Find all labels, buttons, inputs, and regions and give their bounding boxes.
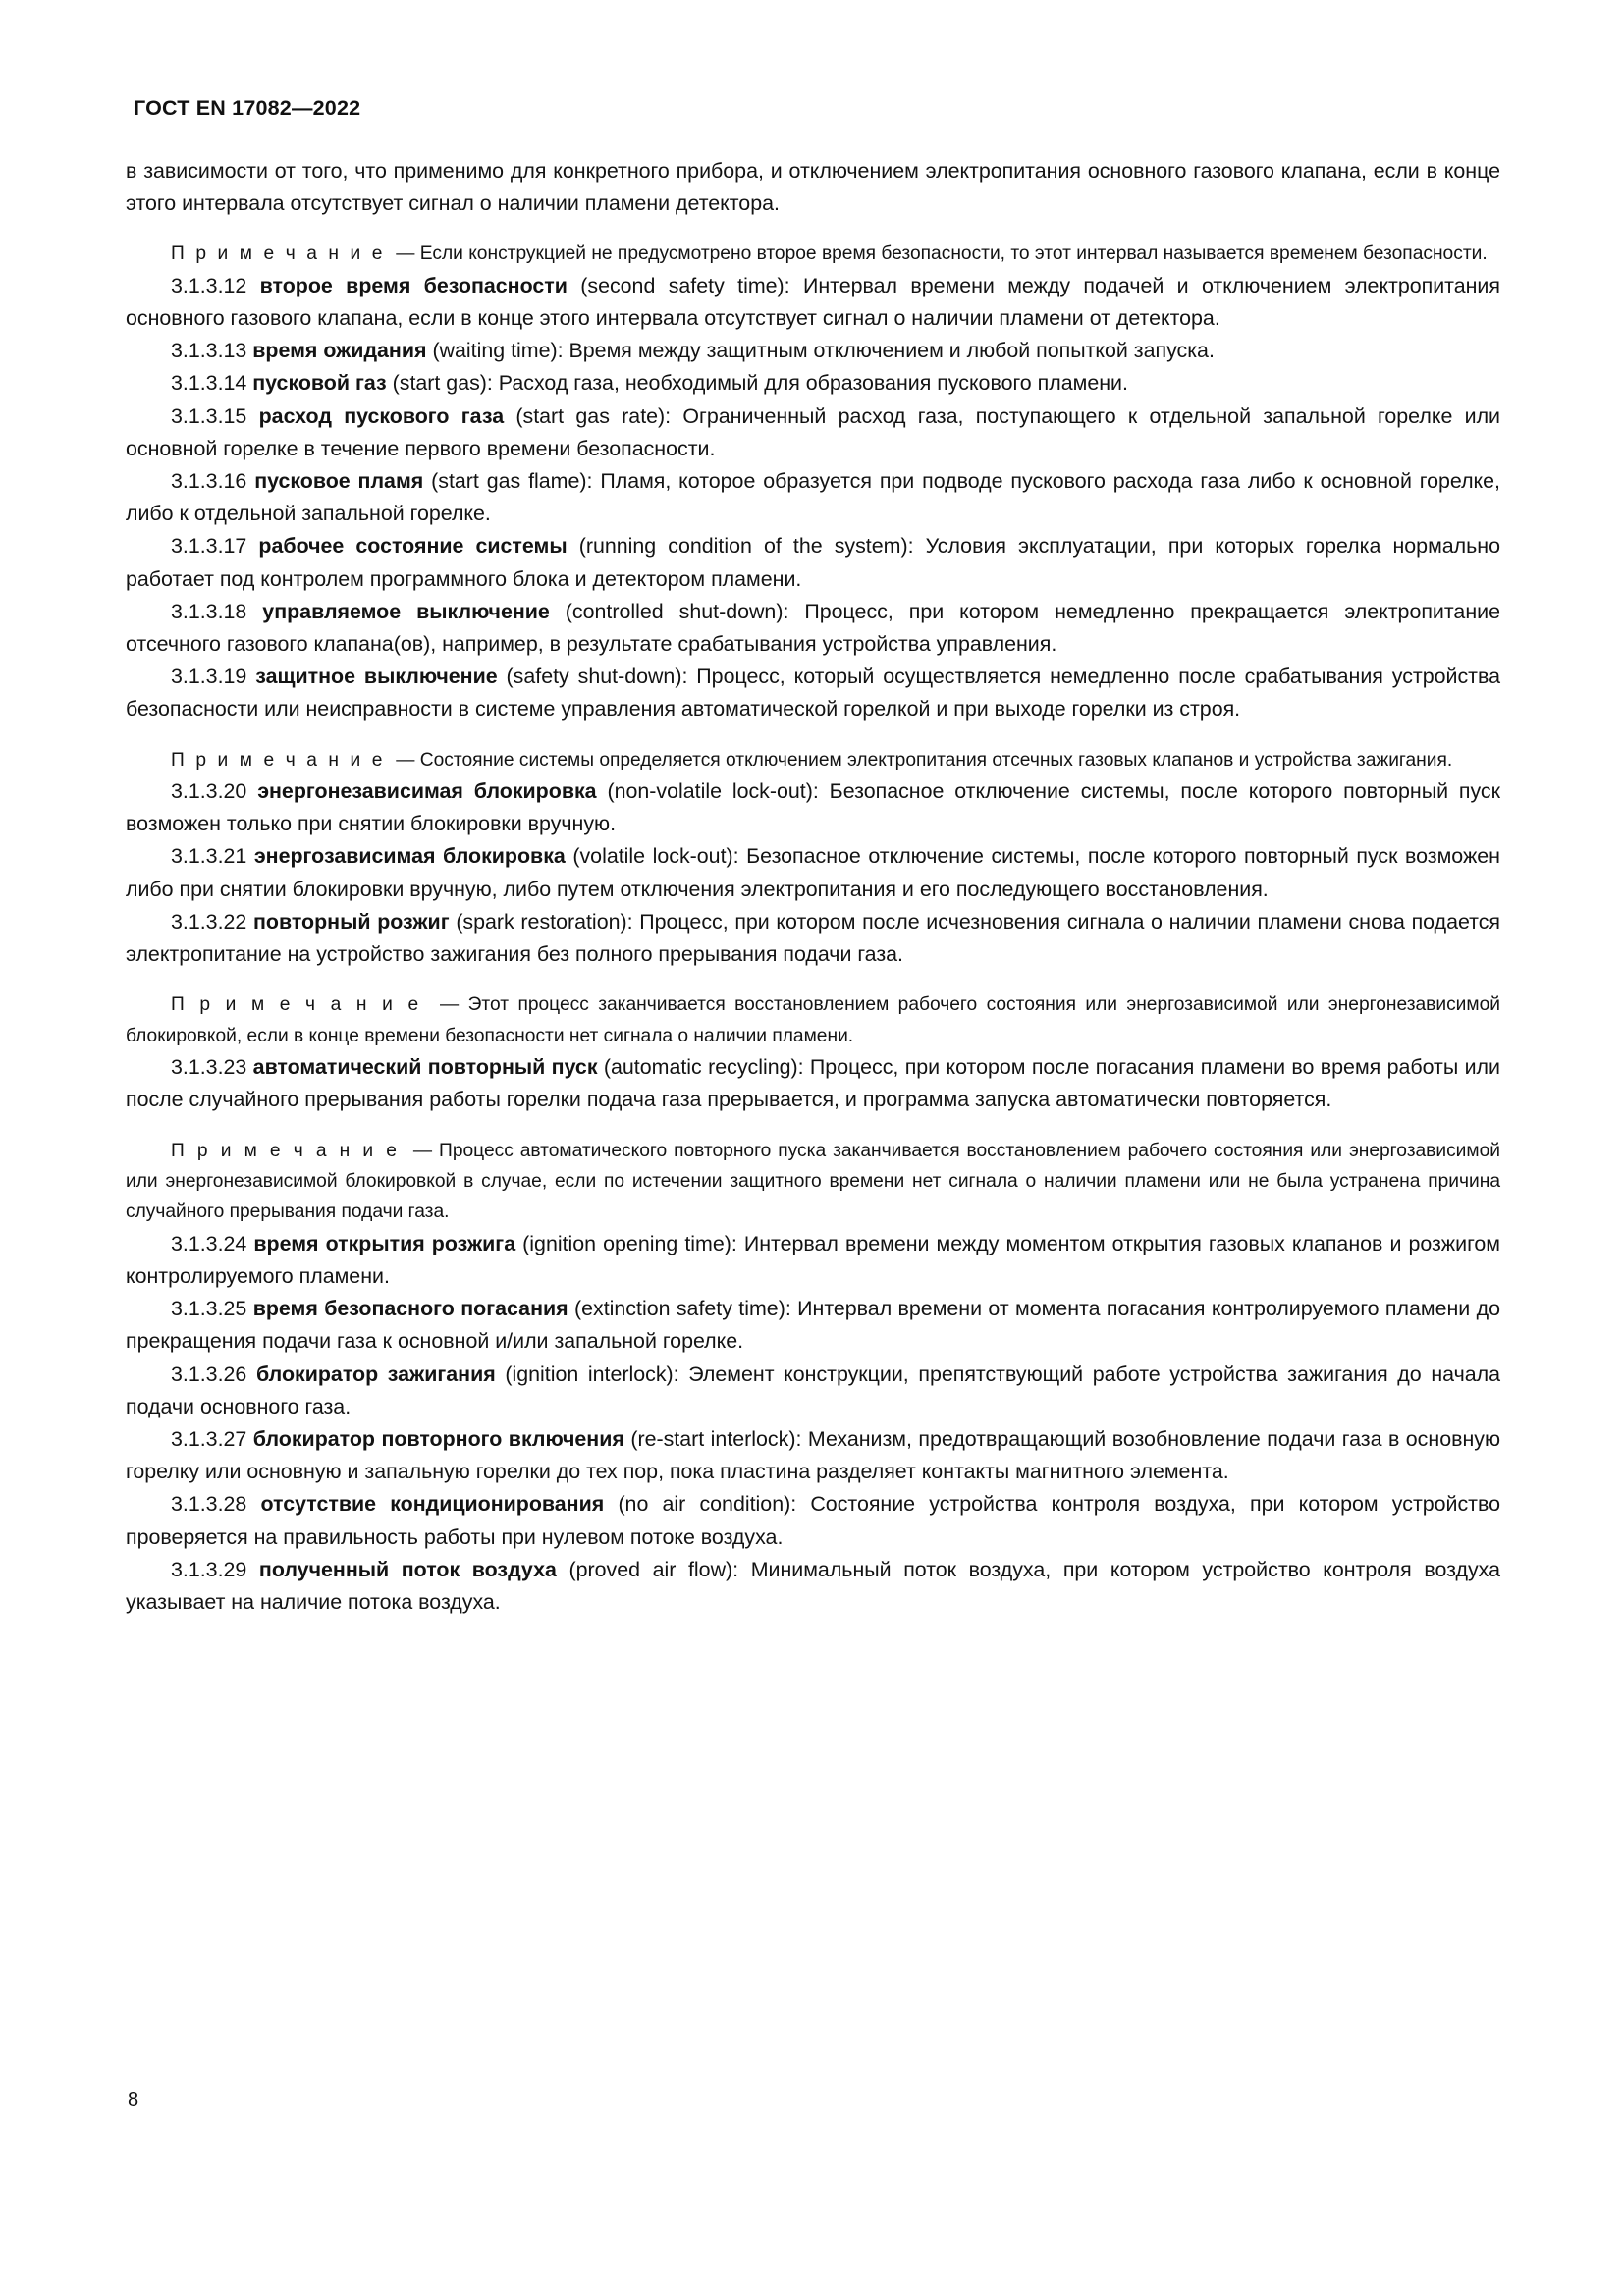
clause-term-en: (no air condition): [618, 1492, 797, 1517]
clause-number: 3.1.3.29 [171, 1557, 247, 1581]
clause-term-ru: второе время безопасности [259, 273, 568, 297]
clause-definition: Время между защитным отключением и любой попыткой запуска. [563, 339, 1215, 363]
clause-term-ru: полученный поток воздуха [258, 1557, 557, 1581]
note-dash: — [440, 994, 460, 1016]
clause-term-en: (non-volatile lock-out): [607, 779, 819, 804]
clause-3.1.3.14 [126, 367, 1500, 400]
page-header: ГОСТ EN 17082—2022 [134, 96, 361, 120]
clause-number: 3.1.3.16 [171, 469, 247, 494]
clause-term-ru: управляемое выключение [262, 599, 550, 623]
clause-term-en: (start gas flame): [431, 469, 593, 494]
clause-term-en: (volatile lock-out): [572, 844, 739, 869]
clause-number: 3.1.3.18 [171, 599, 247, 623]
clause-definition: Процесс, при котором после погасания пламени во время работы или после случайного прерывания работы горелки подача газа прерывается, и программа запуска автоматически повторяется. [126, 1055, 1500, 1112]
clause-number: 3.1.3.28 [171, 1492, 247, 1517]
clause-number: 3.1.3.12 [171, 273, 247, 297]
clause-term-en: (start gas): [392, 371, 493, 396]
note-text: Состояние системы определяется отключением электропитания отсечных газовых клапанов и устройства зажигания. [419, 749, 1453, 771]
clause-3.1.3.21 [126, 840, 1500, 905]
clause-3.1.3.20 [126, 775, 1500, 840]
clause-definition: Состояние устройства контроля воздуха, при котором устройство проверяется на правильность работы при нулевом потоке воздуха. [126, 1492, 1500, 1549]
clause-definition: Ограниченный расход газа, поступающего к отдельной запальной горелке или основной горелке в течение первого времени безопасности. [126, 403, 1501, 460]
clause-term-ru: защитное выключение [255, 665, 498, 689]
clause-term-ru: время открытия розжига [253, 1231, 516, 1255]
clause-3.1.3.18 [126, 596, 1500, 661]
clause-3.1.3.19 [126, 661, 1500, 725]
clause-term-ru: расход пускового газа [258, 403, 505, 428]
clause-term-ru: рабочее состояние системы [258, 534, 568, 559]
clause-term-ru: энергонезависимая блокировка [257, 779, 597, 804]
clause-term-ru: повторный розжиг [253, 909, 450, 934]
clause-term-ru: пусковое пламя [254, 469, 424, 494]
clause-number: 3.1.3.23 [171, 1055, 247, 1080]
note-block-4 [126, 1136, 1500, 1228]
clause-3.1.3.15 [126, 400, 1500, 465]
clause-definition: Процесс, который осуществляется немедленно после срабатывания устройства безопасности или неисправности в системе управления автоматической горелкой и при выходе горелки из строя. [126, 665, 1500, 721]
clause-3.1.3.22 [126, 906, 1500, 971]
clause-term-en: (waiting time): [432, 339, 564, 363]
note-label: П р и м е ч а н и е [171, 994, 422, 1016]
clause-3.1.3.29 [126, 1554, 1500, 1619]
clause-number: 3.1.3.25 [171, 1297, 247, 1321]
note-dash: — [396, 243, 415, 265]
clause-3.1.3.27 [126, 1423, 1500, 1488]
clause-term-en: (re-start interlock): [630, 1426, 802, 1451]
clause-definition: Расход газа, необходимый для образования пускового пламени. [492, 371, 1128, 396]
clause-number: 3.1.3.20 [171, 779, 247, 804]
clause-3.1.3.28 [126, 1488, 1500, 1553]
clause-number: 3.1.3.27 [171, 1426, 247, 1451]
clause-term-en: (second safety time): [580, 273, 790, 297]
note-dash: — [412, 1140, 433, 1161]
clause-definition: Процесс, при котором после исчезновения сигнала о наличии пламени снова подается электропитание на устройство зажигания без полного прерывания подачи газа. [126, 909, 1500, 967]
clause-3.1.3.24 [126, 1228, 1500, 1293]
clause-3.1.3.23 [126, 1051, 1500, 1116]
clause-3.1.3.12 [126, 270, 1500, 335]
note-text: Этот процесс заканчивается восстановлением рабочего состояния или энергозависимой или энергонезависимой блокировкой, если в конце времени безопасности нет сигнала о наличии пламени. [126, 994, 1500, 1046]
clause-term-en: (running condition of the system): [578, 534, 914, 559]
clause-number: 3.1.3.14 [171, 371, 247, 396]
clause-definition: Пламя, которое образуется при подводе пускового расхода газа либо к основной горелке, либо к отдельной запальной горелке. [126, 469, 1500, 526]
note-block-2 [126, 745, 1500, 775]
clause-number: 3.1.3.13 [171, 339, 247, 363]
clause-definition: Интервал времени от момента погасания контролируемого пламени до прекращения подачи газа к основной и/или запальной горелке. [126, 1297, 1500, 1354]
note-block-3 [126, 989, 1500, 1051]
document-body [126, 155, 1500, 1619]
clause-term-en: (extinction safety time): [574, 1297, 791, 1321]
clause-definition: Минимальный поток воздуха, при котором устройство контроля воздуха указывает на наличие потока воздуха. [126, 1557, 1500, 1614]
clause-3.1.3.26 [126, 1359, 1500, 1423]
clause-definition: Условия эксплуатации, при которых горелка нормально работает под контролем программного блока и детектором пламени. [126, 534, 1501, 591]
page-number: 8 [128, 2089, 139, 2110]
clause-term-ru: энергозависимая блокировка [253, 844, 566, 869]
clause-term-en: (proved air flow): [568, 1557, 739, 1581]
clause-3.1.3.16 [126, 465, 1500, 530]
note-block-1 [126, 239, 1500, 269]
note-label: П р и м е ч а н и е [171, 749, 386, 771]
clause-number: 3.1.3.24 [171, 1231, 247, 1255]
clause-term-en: (ignition interlock): [505, 1362, 679, 1386]
clause-term-en: (controlled shut-down): [565, 599, 789, 623]
clause-definition: Элемент конструкции, препятствующий работе устройства зажигания до начала подачи основного газа. [126, 1362, 1500, 1418]
clause-number: 3.1.3.19 [171, 665, 247, 689]
clause-number: 3.1.3.17 [171, 534, 247, 559]
clause-number: 3.1.3.26 [171, 1362, 247, 1386]
note-dash: — [396, 749, 415, 771]
clause-number: 3.1.3.22 [171, 909, 247, 934]
clause-term-en: (automatic recycling): [603, 1055, 804, 1080]
clause-number: 3.1.3.15 [171, 403, 247, 428]
clause-term-en: (safety shut-down): [506, 665, 688, 689]
clause-3.1.3.17 [126, 530, 1500, 595]
clause-definition: Интервал времени между моментом открытия газовых клапанов и розжигом контролируемого пламени. [126, 1231, 1501, 1288]
clause-term-en: (spark restoration): [456, 909, 633, 934]
clause-definition: Механизм, предотвращающий возобновление подачи газа в основную горелку или основную и запальную горелки до тех пор, пока пластина разделяет контакты магнитного элемента. [126, 1426, 1501, 1484]
clause-3.1.3.25 [126, 1293, 1500, 1358]
note-text: Процесс автоматического повторного пуска заканчивается восстановлением рабочего состояния или энергозависимой или энергонезависимой блокировкой в случае, если по истечении защитного времени нет сигнала о наличии пламени или не была устранена причина случайного прерывания подачи газа. [126, 1140, 1500, 1223]
clause-term-ru: время ожидания [252, 339, 427, 363]
clause-definition: Процесс, при котором немедленно прекращается электропитание отсечного газового клапана(ов), например, в результате срабатывания устройства управления. [126, 599, 1500, 657]
clause-term-ru: пусковой газ [252, 371, 387, 396]
note-label: П р и м е ч а н и е [171, 243, 386, 265]
note-label: П р и м е ч а н и е [171, 1140, 401, 1161]
clause-term-ru: отсутствие кондиционирования [260, 1492, 605, 1517]
clause-definition: Интервал времени между подачей и отключением электропитания основного газового клапана, если в конце этого интервала отсутствует сигнал о наличии пламени от детектора. [126, 273, 1500, 331]
clause-term-en: (start gas rate): [515, 403, 672, 428]
clause-term-en: (ignition opening time): [522, 1231, 737, 1255]
note-text: Если конструкцией не предусмотрено второе время безопасности, то этот интервал называется временем безопасности. [419, 243, 1488, 265]
clause-definition: Безопасное отключение системы, после которого повторный пуск возможен либо при снятии блокировки вручную, либо путем отключения электропитания и его последующего восстановления. [126, 844, 1500, 901]
clause-number: 3.1.3.21 [171, 844, 247, 869]
clause-term-ru: блокиратор повторного включения [252, 1426, 624, 1451]
clause-3.1.3.13 [126, 335, 1500, 367]
clause-term-ru: автоматический повторный пуск [252, 1055, 598, 1080]
clause-definition: Безопасное отключение системы, после которого повторный пуск возможен только при снятии блокировки вручную. [126, 779, 1500, 836]
clause-term-ru: время безопасного погасания [252, 1297, 568, 1321]
intro-paragraph: в зависимости от того, что применимо для конкретного прибора, и отключением электропитания основного газового клапана, если в конце этого интервала отсутствует сигнал о наличии пламени детектора. [126, 159, 1500, 216]
clause-term-ru: блокиратор зажигания [255, 1362, 496, 1386]
